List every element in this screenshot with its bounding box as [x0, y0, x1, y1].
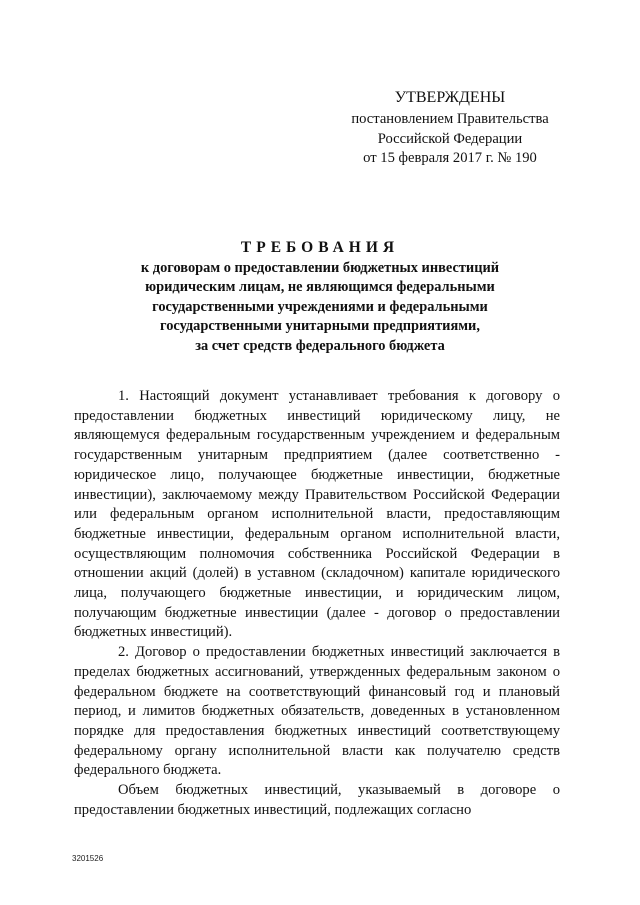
heading-line-1: к договорам о предоставлении бюджетных инвестиций — [140, 259, 500, 276]
heading-line-5: за счет средств федерального бюджета — [195, 337, 445, 354]
approval-title: УТВЕРЖДЕНЫ — [394, 89, 506, 106]
paragraph-1: 1. Настоящий документ устанавливает требования к договору о предоставлении бюджетных инвестиций юридическому лицу, не являющемуся федеральным государственным учреждением и федеральным государственным унитарным предприятием (далее соответственно - юридическое лицо, получающее бюджетные инвестиции, бюджетные инвестиции), заключаемому между Правительством Российской Федерации или федеральным органом исполнительной власти, предоставляющим бюджетные инвестиции, федеральным органом исполнительной власти, осуществляющим полномочия собственника Российской Федерации в отношении акций (долей) в уставном (складочном) капитале юридического лица, получающего бюджетные инвестиции, и юридическим лицом, получающим бюджетные инвестиции (далее - договор о предоставлении бюджетных инвестиций). — [74, 388, 560, 641]
approval-line-2: Российской Федерации — [377, 130, 523, 147]
document-code: 3201526 — [72, 854, 104, 863]
paragraph-3: Объем бюджетных инвестиций, указываемый в договоре о предоставлении бюджетных инвестиций, подлежащих согласно — [74, 782, 560, 818]
heading-line-3: государственными учреждениями и федеральными — [152, 298, 488, 315]
document-body — [74, 387, 560, 820]
approval-line-3: от 15 февраля 2017 г. № 190 — [363, 150, 537, 166]
paragraph-2: 2. Договор о предоставлении бюджетных инвестиций заключается в пределах бюджетных ассигнований, утвержденных федеральным законом о федеральном бюджете на соответствующий финансовый год и плановый период, и лимитов бюджетных обязательств, доведенных в установленном порядке для предоставления бюджетных инвестиций соответствующему федеральному органу исполнительной власти как получателю средств федерального бюджета. — [74, 644, 560, 779]
approval-stamp — [330, 88, 570, 169]
heading-line-4: государственными унитарными предприятиями, — [160, 318, 480, 334]
approval-line-1: постановлением Правительства — [351, 111, 549, 127]
heading-line-2: юридическим лицам, не являющимся федеральными — [145, 279, 495, 295]
document-title: ТРЕБОВАНИЯ — [240, 239, 400, 256]
document-heading — [70, 238, 570, 356]
